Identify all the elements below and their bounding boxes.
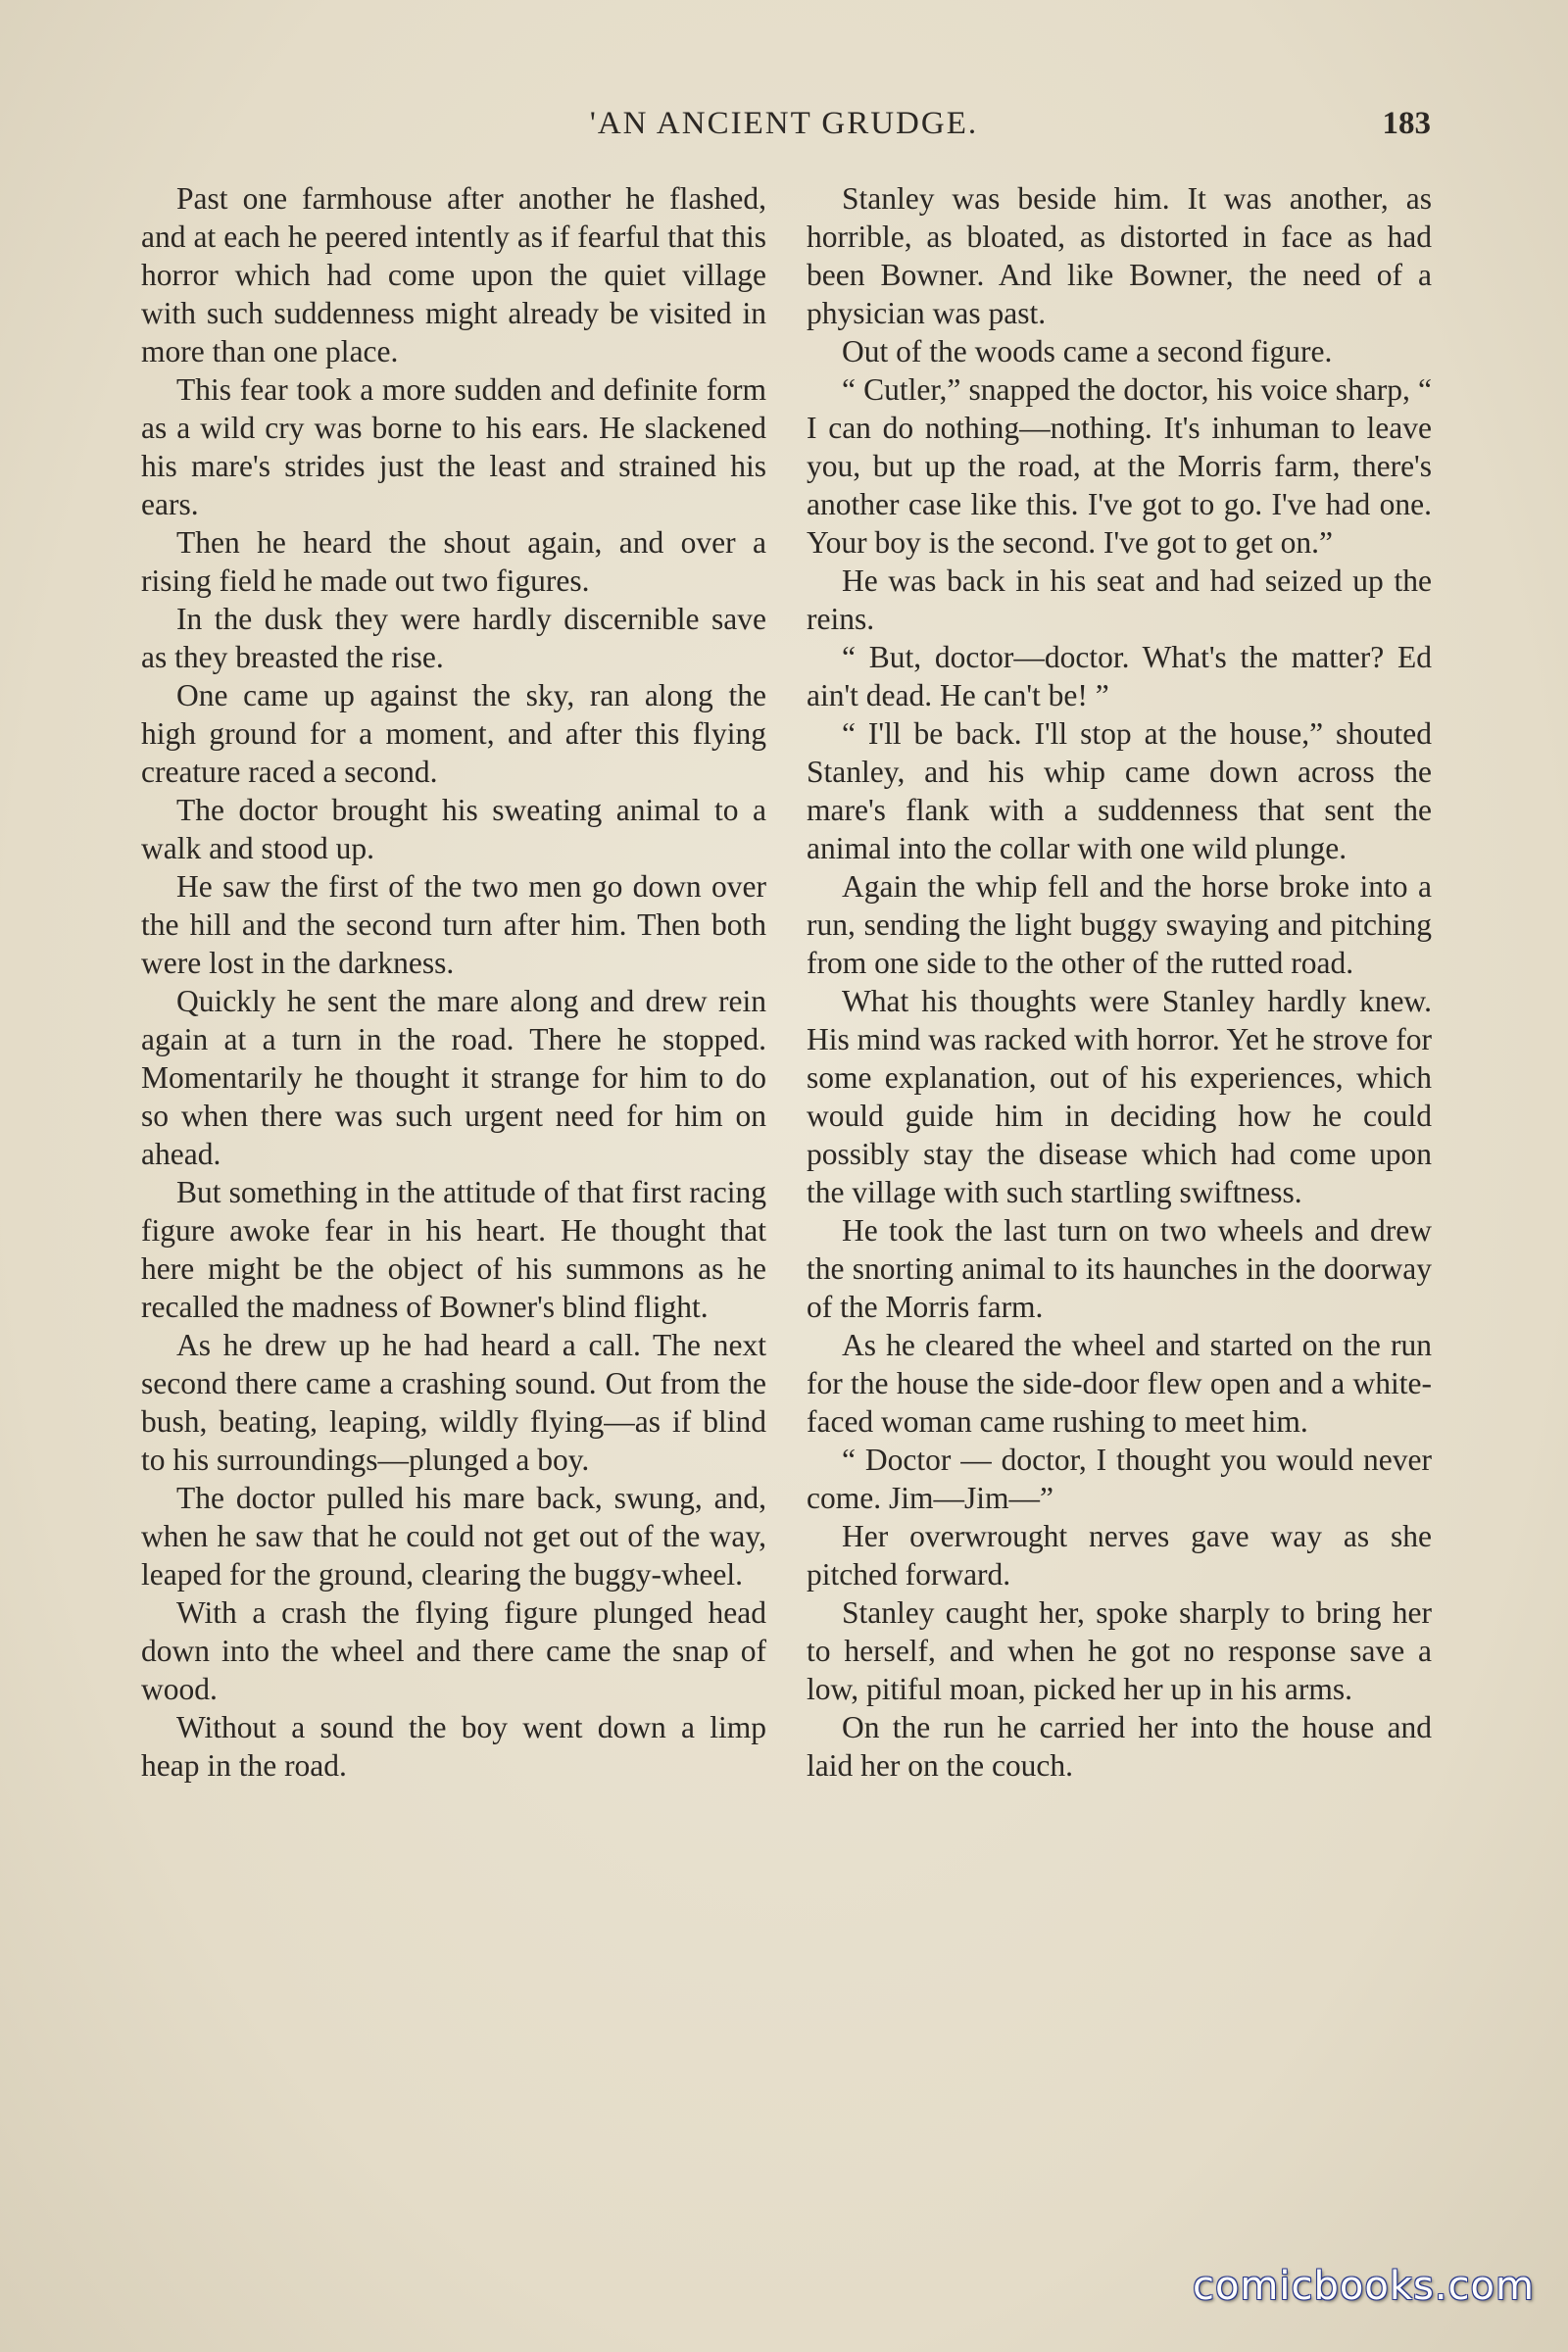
paragraph: This fear took a more sudden and definite form as a wild cry was borne to his ears. He slackened his mare's strides just the least and strained his ears.	[141, 372, 766, 521]
paragraph: Out of the woods came a second figure.	[842, 334, 1333, 368]
paragraph: The doctor brought his sweating animal to a walk and stood up.	[141, 793, 766, 865]
paragraph: He took the last turn on two wheels and drew the snorting animal to its haunches in the doorway of the Morris farm.	[807, 1213, 1432, 1324]
chapter-title: 'AN ANCIENT GRUDGE.	[589, 106, 979, 141]
paragraph: In the dusk they were hardly discernible save as they breasted the rise.	[141, 602, 766, 674]
left-column	[141, 179, 766, 1785]
paragraph: “ But, doctor—doctor. What's the matter? Ed ain't dead. He can't be! ”	[807, 640, 1432, 712]
paragraph: He saw the first of the two men go down over the hill and the second turn after him. Then both were lost in the darkness.	[141, 869, 766, 980]
paragraph: As he drew up he had heard a call. The next second there came a crashing sound. Out from the bush, beating, leaping, wildly flying—as if blind to his surroundings—plunged a boy.	[141, 1328, 766, 1477]
paragraph: Quickly he sent the mare along and drew rein again at a turn in the road. There he stopped. Momentarily he thought it strange for him to do so when there was such urgent need for him on ahead.	[141, 984, 766, 1171]
paragraph: “ Cutler,” snapped the doctor, his voice sharp, “ I can do nothing—nothing. It's inhuman to leave you, but up the road, at the Morris farm, there's another case like this. I've got to go. I've had one. Your boy is the second. I've got to get on.”	[807, 372, 1432, 560]
paragraph: “ Doctor — doctor, I thought you would never come. Jim—Jim—”	[807, 1443, 1432, 1515]
right-column	[807, 179, 1432, 1785]
paragraph: As he cleared the wheel and started on the run for the house the side-door flew open and a white-faced woman came rushing to meet him.	[807, 1328, 1432, 1439]
paragraph: Then he heard the shout again, and over a rising field he made out two figures.	[141, 525, 766, 598]
paragraph: The doctor pulled his mare back, swung, and, when he saw that he could not get out of the way, leaped for the ground, clearing the buggy-wheel.	[141, 1481, 766, 1592]
paragraph: He was back in his seat and had seized up the reins.	[807, 564, 1432, 636]
paragraph: One came up against the sky, ran along the high ground for a moment, and after this flying creature raced a second.	[141, 678, 766, 789]
paragraph: Her overwrought nerves gave way as she pitched forward.	[807, 1519, 1432, 1592]
running-head	[0, 106, 1568, 145]
paragraph: On the run he carried her into the house and laid her on the couch.	[807, 1710, 1432, 1783]
paragraph: Past one farmhouse after another he flashed, and at each he peered intently as if fearful that this horror which had come upon the quiet village with such suddenness might already be visited in more than one place.	[141, 181, 766, 368]
paragraph: Again the whip fell and the horse broke into a run, sending the light buggy swaying and pitching from one side to the other of the rutted road.	[807, 869, 1432, 980]
paragraph: “ I'll be back. I'll stop at the house,” shouted Stanley, and his whip came down across the mare's flank with a suddenness that sent the animal into the collar with one wild plunge.	[807, 716, 1432, 865]
paragraph: What his thoughts were Stanley hardly knew. His mind was racked with horror. Yet he strove for some explanation, out of his experiences, which would guide him in deciding how he could possibly stay the disease which had come upon the village with such startling swiftness.	[807, 984, 1432, 1209]
paragraph: Without a sound the boy went down a limp heap in the road.	[141, 1710, 766, 1783]
page-number: 183	[1382, 106, 1431, 141]
paragraph: Stanley caught her, spoke sharply to bring her to herself, and when he got no response save a low, pitiful moan, picked her up in his arms.	[807, 1595, 1432, 1706]
paragraph: But something in the attitude of that first racing figure awoke fear in his heart. He thought that here might be the object of his summons as he recalled the madness of Bowner's blind flight.	[141, 1175, 766, 1324]
site-watermark: comicbooks.com	[1192, 2264, 1535, 2309]
paragraph: With a crash the flying figure plunged head down into the wheel and there came the snap of wood.	[141, 1595, 766, 1706]
paragraph: Stanley was beside him. It was another, as horrible, as bloated, as distorted in face as had been Bowner. And like Bowner, the need of a physician was past.	[807, 181, 1432, 330]
